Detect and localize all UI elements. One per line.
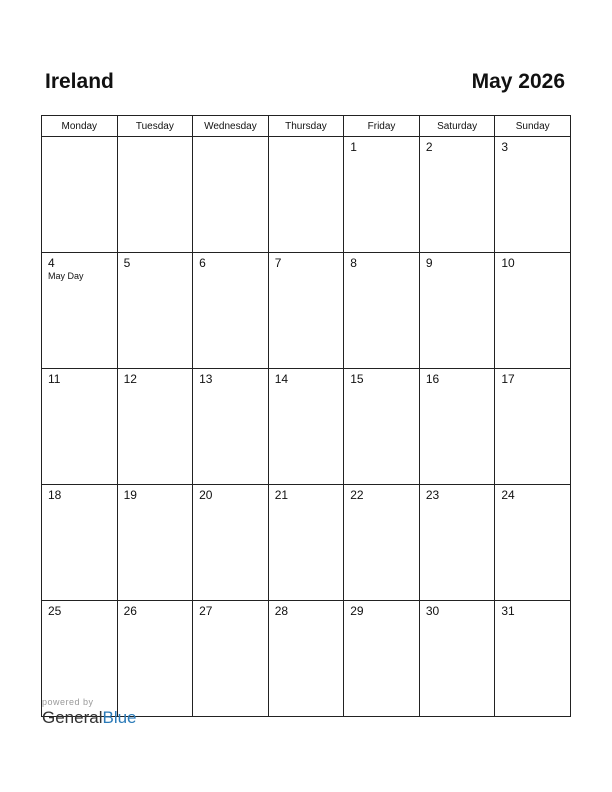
day-cell	[495, 601, 571, 717]
day-cell	[419, 601, 495, 717]
day-number: 31	[501, 604, 515, 618]
day-cell	[193, 485, 269, 601]
day-cell	[495, 137, 571, 253]
day-number: 11	[48, 372, 61, 386]
day-number: 25	[48, 604, 62, 618]
day-cell	[419, 137, 495, 253]
day-number: 8	[350, 256, 357, 270]
day-cell	[193, 601, 269, 717]
day-cell	[42, 253, 118, 369]
day-number: 22	[350, 488, 364, 502]
day-cell	[268, 369, 344, 485]
day-cell	[268, 137, 344, 253]
day-cell	[495, 369, 571, 485]
day-number: 20	[199, 488, 213, 502]
day-cell	[344, 253, 420, 369]
calendar-grid	[41, 115, 571, 717]
day-cell	[117, 253, 193, 369]
day-cell	[495, 253, 571, 369]
weekday-header: Saturday	[419, 116, 495, 137]
day-number: 4	[48, 256, 55, 270]
holiday-label: May Day	[48, 271, 84, 281]
day-cell	[268, 485, 344, 601]
weekday-header: Wednesday	[193, 116, 269, 137]
day-number: 12	[123, 372, 137, 386]
day-number: 24	[501, 488, 515, 502]
week-row	[42, 253, 571, 369]
day-number: 15	[350, 372, 364, 386]
day-number: 26	[123, 604, 137, 618]
day-cell	[419, 253, 495, 369]
day-number: 23	[425, 488, 440, 502]
day-number: 3	[501, 140, 509, 154]
day-number: 27	[199, 604, 213, 618]
day-cell	[117, 485, 193, 601]
day-number: 29	[350, 604, 364, 618]
month-year-title: May 2026	[471, 70, 565, 93]
week-row	[42, 137, 571, 253]
day-number: 7	[274, 256, 282, 270]
day-cell	[344, 601, 420, 717]
day-number: 16	[425, 372, 440, 386]
day-cell	[268, 601, 344, 717]
footer-branding[interactable]	[42, 697, 137, 728]
weekday-header: Friday	[344, 116, 420, 137]
country-title: Ireland	[45, 70, 114, 93]
day-cell	[419, 485, 495, 601]
day-cell	[193, 253, 269, 369]
day-number: 19	[123, 488, 137, 502]
weekday-header: Thursday	[268, 116, 344, 137]
day-cell	[268, 253, 344, 369]
day-number: 13	[199, 372, 213, 386]
day-cell	[193, 369, 269, 485]
day-number: 17	[501, 372, 515, 386]
day-number: 10	[501, 256, 515, 270]
brand-blue-text: Blue	[102, 708, 137, 727]
day-cell	[495, 485, 571, 601]
weekday-header-row	[42, 116, 571, 137]
day-cell	[42, 137, 118, 253]
day-number: 30	[425, 604, 440, 618]
day-cell	[117, 137, 193, 253]
day-number: 21	[274, 488, 289, 502]
day-cell	[42, 369, 118, 485]
day-cell	[344, 137, 420, 253]
day-number: 6	[199, 256, 206, 270]
powered-by-text: powered by	[42, 697, 94, 707]
day-number: 9	[425, 256, 433, 270]
week-row	[42, 369, 571, 485]
day-cell	[193, 137, 269, 253]
day-cell	[344, 485, 420, 601]
day-number: 1	[350, 140, 357, 154]
day-number: 14	[274, 372, 289, 386]
day-number: 28	[274, 604, 289, 618]
day-number: 5	[123, 256, 131, 270]
day-cell	[419, 369, 495, 485]
day-cell	[117, 369, 193, 485]
day-number: 2	[425, 140, 433, 154]
day-cell	[42, 485, 118, 601]
weekday-header: Tuesday	[117, 116, 193, 137]
weekday-header: Sunday	[495, 116, 571, 137]
day-number: 18	[48, 488, 62, 502]
weekday-header: Monday	[42, 116, 118, 137]
brand-general-text: General	[42, 708, 103, 727]
week-row	[42, 485, 571, 601]
day-cell	[344, 369, 420, 485]
brand-logo[interactable]	[42, 708, 137, 728]
